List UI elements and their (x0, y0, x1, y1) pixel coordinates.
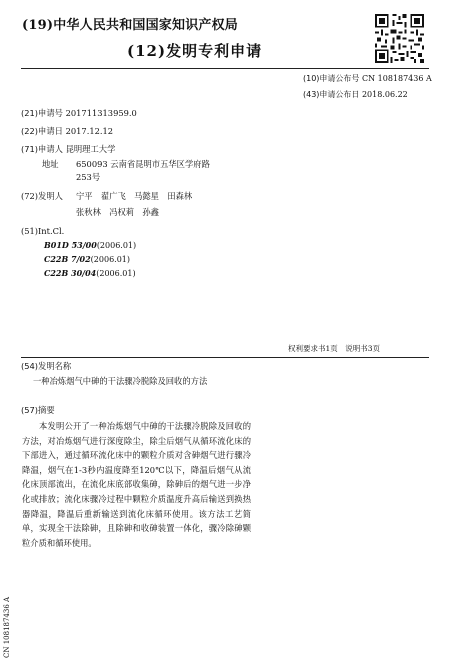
applicant (21, 143, 115, 155)
ipc-entry (44, 268, 136, 278)
ipc-year: (2006.01) (96, 241, 137, 250)
header-rule (21, 68, 429, 69)
ipc-label: (51)Int.Cl. (21, 226, 65, 236)
applicant-value: 昆明理工大学 (65, 144, 116, 154)
ipc-year: (2006.01) (90, 255, 130, 264)
ipc-code: C22B 7/02 (44, 254, 91, 264)
ipc-entry (44, 254, 130, 264)
invention-title-label: (54)发明名称 (21, 361, 72, 371)
side-publication-number (3, 583, 11, 658)
app-no-label: (21)申请号 (21, 108, 63, 118)
ipc-year: (2006.01) (96, 269, 136, 278)
ipc-entry (44, 240, 136, 250)
qr-code-icon (375, 14, 424, 63)
abstract-label: (57)摘要 (21, 405, 55, 415)
page-count: 权利要求书1页 说明书3页 (288, 344, 381, 353)
address-line-1: 650093 云南省昆明市五华区学府路 (76, 159, 210, 169)
side-text: CN 108187436 A (3, 596, 11, 658)
section-rule (21, 357, 429, 358)
application-number (21, 107, 137, 119)
publication-number (303, 73, 432, 84)
pub-date-value: 2018.06.22 (361, 90, 408, 99)
filing-date (21, 125, 113, 137)
filing-value: 2017.12.12 (65, 126, 114, 136)
inventors-line-2: 张秋林 冯权莉 孙鑫 (76, 207, 159, 217)
invention-title: 一种冶炼烟气中砷的干法骤冷脱除及回收的方法 (33, 376, 208, 386)
inventors-line-1: 宁平 翟广飞 马懿星 田森林 (76, 191, 193, 201)
inventors-label: (72)发明人 (21, 191, 63, 201)
filing-label: (22)申请日 (21, 126, 63, 136)
pub-date-label: (43)申请公布日 (303, 90, 360, 99)
publication-date (303, 89, 408, 100)
app-no-value: 201711313959.0 (65, 108, 137, 118)
ipc-code: B01D 53/00 (44, 240, 97, 250)
pub-no-value: CN 108187436 A (361, 74, 432, 83)
address-line-2: 253号 (76, 172, 101, 182)
abstract-text: 本发明公开了一种冶炼烟气中砷的干法骤冷脱除及回收的方法，对冶炼烟气进行深度除尘，除尘后烟气从循环流化床的下部进入，通过循环流化床中的颗粒介质对含砷烟气进行骤冷降温，烟气在1-3秒内温度降至120℃以下，降温后烟气从流化床顶部流出，在流化床底部收集砷，除砷后的烟气进一步净化或排放；流化床骤冷过程中颗粒介质温度升高后输送到换热器降温，降温后重新输送到流化床循环使用。该方法工艺简单，实现全干法除砷，且除砷和收砷装置一体化，骤冷除砷颗粒介质和循环使用。 (22, 421, 251, 548)
pub-no-label: (10)申请公布号 (303, 74, 360, 83)
document-type: (12)发明专利申请 (127, 42, 263, 60)
address-label: 地址 (42, 159, 59, 169)
office-name: (19)中华人民共和国国家知识产权局 (22, 18, 238, 33)
applicant-label: (71)申请人 (21, 144, 63, 154)
ipc-code: C22B 30/04 (44, 268, 97, 278)
